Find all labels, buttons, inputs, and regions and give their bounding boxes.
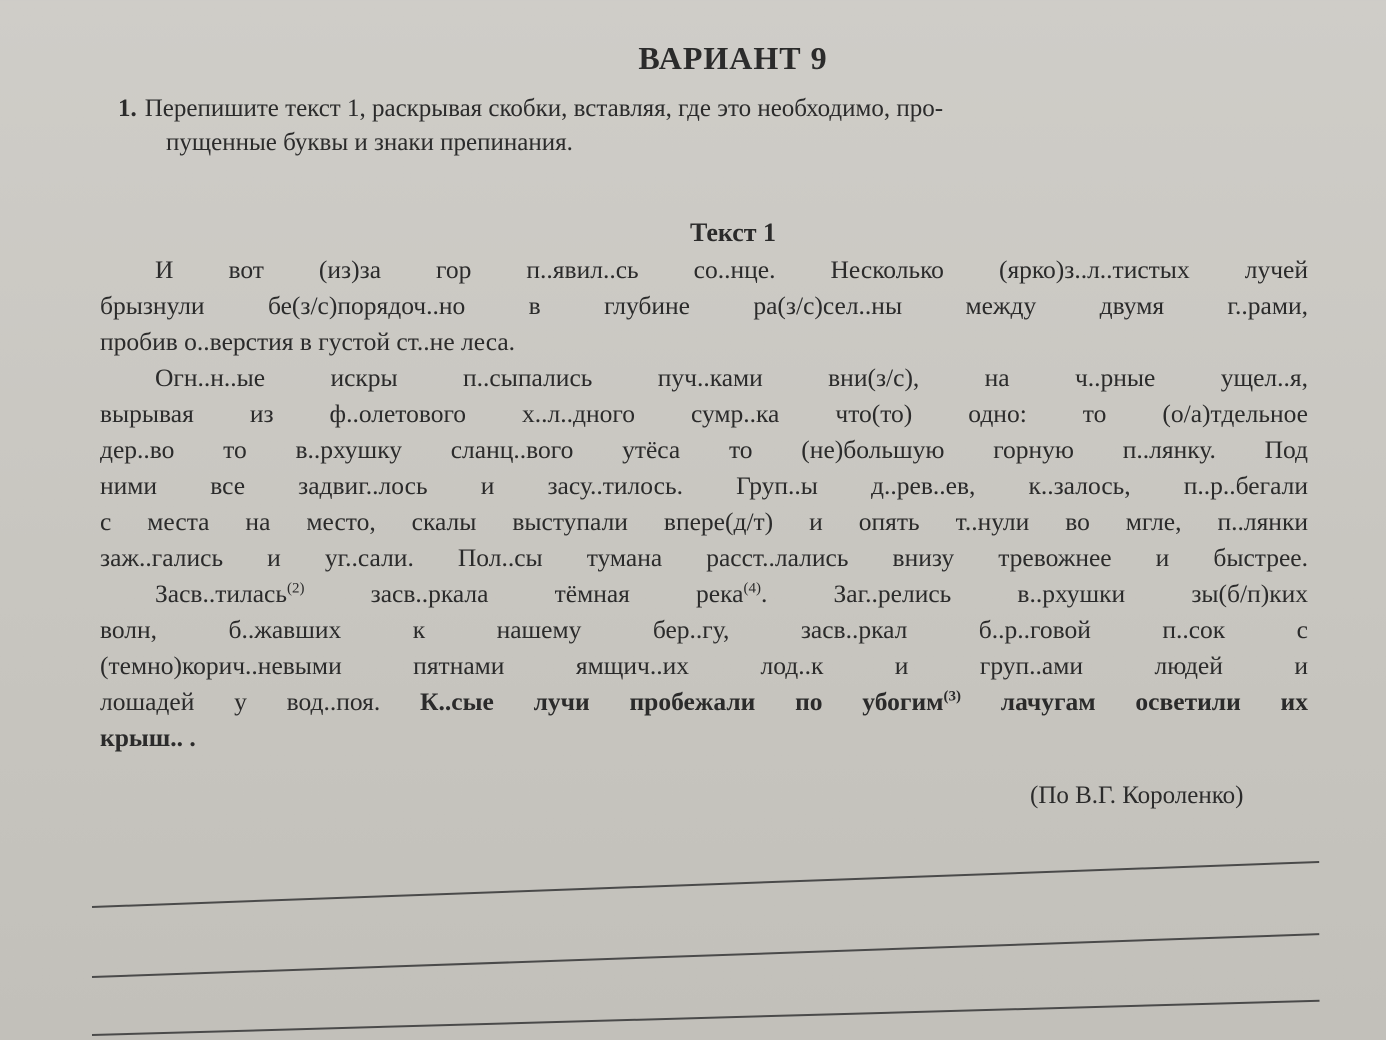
p3-line4-bold-end: лачугам осветили их (961, 687, 1308, 716)
paragraph-2-line-6: заж..гались и уг..сали. Пол..сы тумана расст..лались внизу тревожнее и быстрее. (100, 543, 1308, 572)
paragraph-2-line-4: ними все задвиг..лось и засу..тилось. Груп..ы д..рев..ев, к..залось, п..р..бегали (100, 471, 1308, 500)
footnote-mark-2: (2) (286, 580, 305, 597)
paragraph-3-line-5: крыш.. . (100, 723, 196, 752)
task-instruction (118, 92, 1298, 160)
p3-line1-part-c: . Заг..релись в..рхушки зы(б/п)ких (760, 579, 1308, 608)
task-line-1: Перепишите текст 1, раскрывая скобки, вставляя, где это необходимо, про- (144, 95, 944, 122)
text-title: Текст 1 (689, 218, 777, 247)
task-line-2: пущенные буквы и знаки препинания. (166, 129, 573, 156)
answer-line-2 (92, 933, 1319, 978)
paragraph-1-line-1: И вот (из)за гор п..явил..сь со..нце. Несколько (ярко)з..л..тистых лучей (155, 255, 1308, 284)
exercise-text (100, 252, 1308, 756)
task-number: 1. (118, 95, 137, 122)
paragraph-3-line-1 (100, 576, 1308, 612)
paragraph-2-line-2: вырывая из ф..олетового х..л..дного сумр..ка что(то) одно: то (о/а)тдельное (100, 399, 1308, 428)
footnote-mark-4: (4) (743, 580, 761, 597)
paragraph-3-line-3: (темно)корич..невыми пятнами ямщич..их лод..к и груп..ами людей и (100, 651, 1308, 680)
variant-title: ВАРИАНТ 9 (638, 40, 828, 76)
paragraph-1-line-2: брызнули бе(з/с)порядоч..но в глубине ра(з/с)сел..ны между двумя г..рами, (100, 291, 1308, 320)
paragraph-1-line-3: пробив о..верстия в густой ст..не леса. (100, 327, 516, 356)
paragraph-2-line-5: с места на место, скалы выступали впере(д/т) и опять т..нули во мгле, п..лянки (100, 507, 1308, 536)
p3-line1-part-a: Засв..тилась (155, 579, 287, 608)
p3-line1-part-b: засв..ркала тёмная река (304, 579, 744, 608)
paragraph-2-line-1: Огн..н..ые искры п..сыпались пуч..ками вни(з/с), на ч..рные ущел..я, (155, 363, 1308, 392)
p3-line4-part-a: лошадей у вод..поя. (100, 687, 421, 716)
footnote-mark-3: (3) (943, 688, 962, 705)
paragraph-3-line-4 (100, 684, 1308, 720)
p3-line4-bold-part: К..сые лучи пробежали по убогим (420, 687, 944, 716)
paragraph-3-line-2: волн, б..жавших к нашему бер..гу, засв..ркал б..р..говой п..сок с (100, 615, 1308, 644)
paragraph-2-line-3: дер..во то в..рхушку сланц..вого утёса то (не)большую горную п..лянку. Под (100, 435, 1308, 464)
author-attribution: (По В.Г. Короленко) (1030, 782, 1244, 809)
answer-line-1 (92, 861, 1319, 908)
answer-line-3 (92, 1000, 1320, 1036)
